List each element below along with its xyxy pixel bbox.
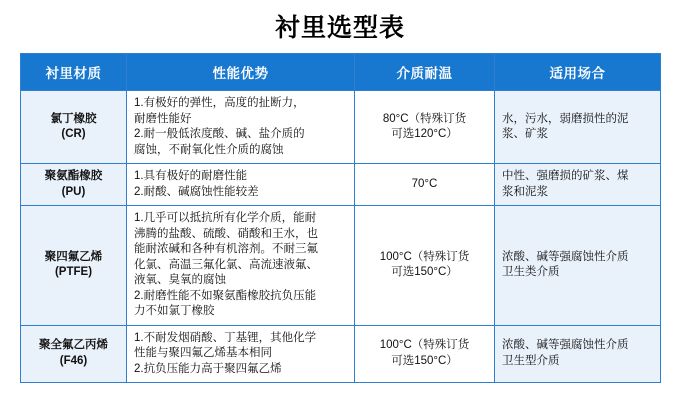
advantage-line: 力不如氯丁橡胶 — [134, 305, 215, 317]
application-line: 浆、矿浆 — [502, 128, 548, 140]
cell-material — [21, 206, 127, 326]
temperature-line: 70°C — [411, 177, 438, 190]
application-line: 浆和泥浆 — [502, 185, 548, 198]
material-name: 聚四氟乙烯 — [44, 250, 103, 263]
table-header-row — [21, 54, 661, 91]
cell-application — [495, 206, 661, 326]
cell-advantage — [127, 206, 355, 326]
material-name: 氯丁橡胶 — [50, 112, 97, 125]
cell-temperature — [355, 325, 495, 383]
material-code: (F46) — [59, 354, 88, 367]
application-line: 卫生类介质 — [502, 266, 560, 279]
table-container — [0, 53, 680, 383]
advantage-line: 1.具有极好的耐磨性能 — [134, 170, 248, 182]
advantage-line: 1.几乎可以抵抗所有化学介质，能耐 — [134, 212, 317, 224]
advantage-line: 能耐浓碱和各种有机溶剂。不耐三氟 — [134, 243, 318, 255]
material-code: (PU) — [61, 185, 86, 198]
cell-temperature — [355, 164, 495, 206]
table-row — [21, 91, 661, 164]
cell-material — [21, 164, 127, 206]
advantage-line: 2.耐磨性能不如聚氨酯橡胶抗负压能 — [134, 289, 317, 302]
application-line: 水，污水，弱磨损性的泥 — [502, 112, 629, 125]
temperature-line: 80°C（特殊订货 — [382, 112, 467, 125]
cell-temperature — [355, 206, 495, 326]
lining-selection-table — [20, 53, 661, 383]
column-header-temperature: 介质耐温 — [355, 54, 495, 91]
column-header-application: 适用场合 — [495, 54, 661, 91]
table-header — [21, 54, 661, 91]
material-name: 聚氨酯橡胶 — [44, 170, 103, 182]
application-line: 浓酸、碱等强腐蚀性介质 — [502, 250, 629, 263]
table-row — [21, 325, 661, 383]
column-header-advantage: 性能优势 — [127, 54, 355, 91]
cell-advantage — [127, 164, 355, 206]
advantage-line: 2.抗负压能力高于聚四氟乙烯 — [134, 362, 282, 375]
advantage-line: 腐蚀，不耐氧化性介质的腐蚀 — [134, 143, 284, 156]
cell-advantage — [127, 325, 355, 383]
cell-temperature — [355, 91, 495, 164]
temperature-line: 100°C（特殊订货 — [379, 250, 470, 263]
advantage-line: 1.有极好的弹性，高度的扯断力， — [134, 97, 305, 109]
application-line: 中性、强磨损的矿浆、煤 — [502, 170, 629, 182]
cell-application — [495, 325, 661, 383]
column-header-material: 衬里材质 — [21, 54, 127, 91]
application-line: 浓酸、碱等强腐蚀性介质 — [502, 339, 629, 352]
cell-material — [21, 325, 127, 383]
advantage-line: 化氯、高温三氟化氯、高流速液氟、 — [134, 258, 318, 271]
advantage-line: 耐磨性能好 — [134, 112, 192, 125]
advantage-line: 2.耐酸、碱腐蚀性能较差 — [134, 185, 259, 198]
advantage-line: 2.耐一般低浓度酸、碱、盐介质的 — [134, 128, 305, 140]
table-row — [21, 206, 661, 326]
material-name: 聚全氟乙丙烯 — [39, 339, 108, 352]
page-title: 衬里选型表 — [274, 14, 405, 42]
advantage-line: 1.不耐发烟硝酸、丁基锂，其他化学 — [134, 331, 317, 344]
advantage-line: 沸腾的盐酸、硫酸、硝酸和王水，也 — [134, 227, 318, 240]
cell-application — [495, 164, 661, 206]
temperature-line: 100°C（特殊订货 — [379, 339, 470, 352]
temperature-line: 可选150°C） — [391, 266, 458, 279]
table-body — [21, 91, 661, 383]
temperature-line: 可选120°C） — [391, 128, 458, 140]
temperature-line: 可选150°C） — [391, 354, 458, 367]
advantage-line: 性能与聚四氟乙烯基本相同 — [134, 347, 272, 359]
material-code: (PTFE) — [54, 266, 93, 279]
application-line: 卫生型介质 — [502, 354, 560, 367]
material-code: (CR) — [61, 128, 86, 140]
table-row — [21, 164, 661, 206]
cell-application — [495, 91, 661, 164]
cell-advantage — [127, 91, 355, 164]
advantage-line: 液氧、臭氧的腐蚀 — [134, 274, 226, 286]
cell-material — [21, 91, 127, 164]
